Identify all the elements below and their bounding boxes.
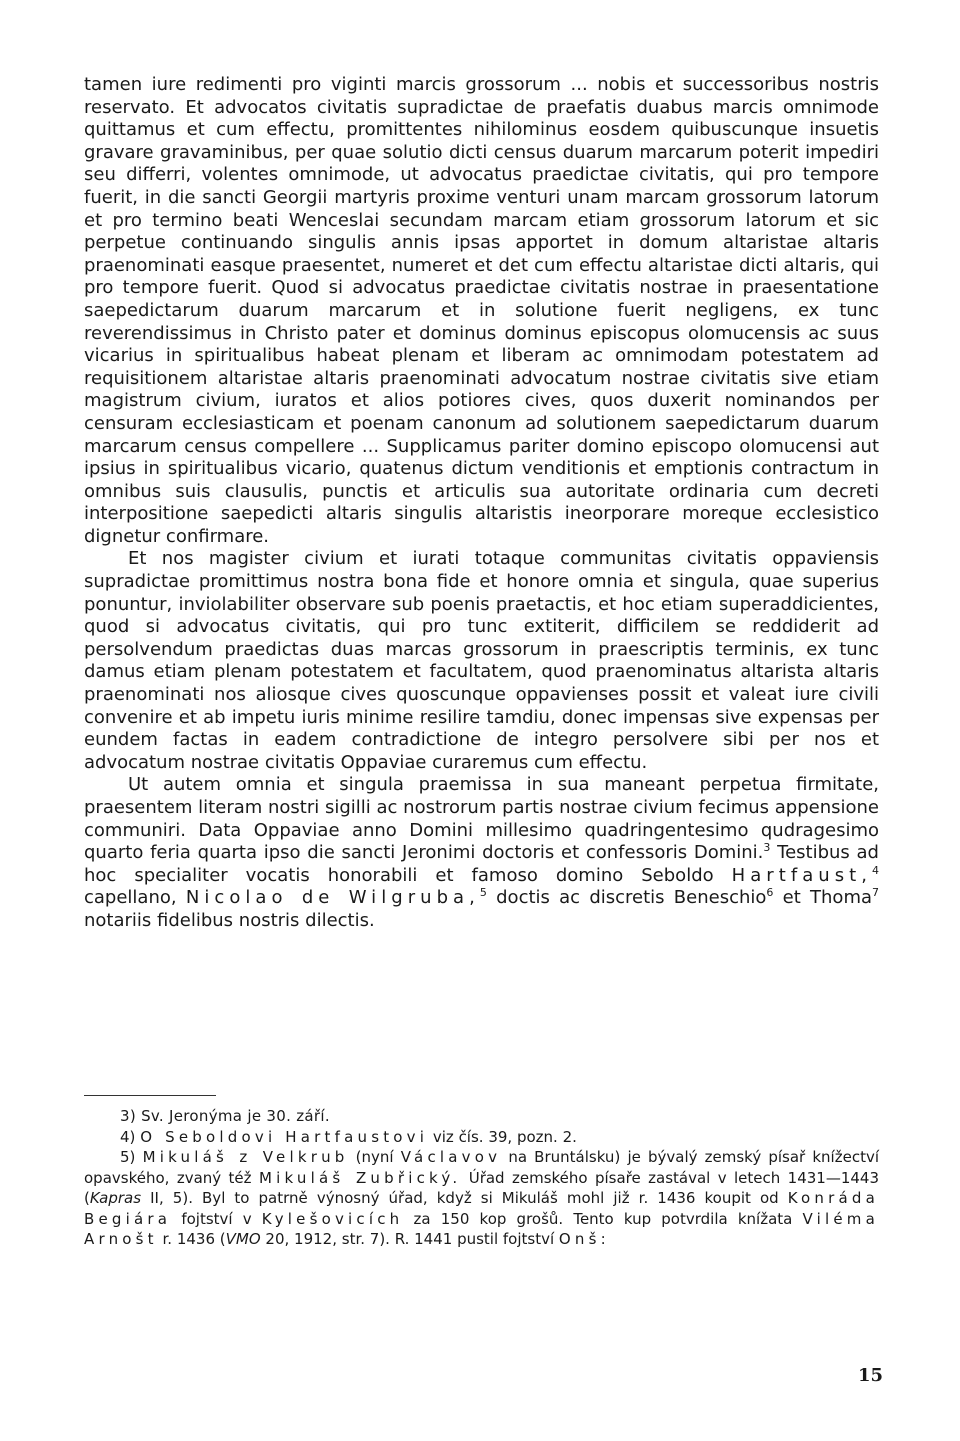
footnote-mark: 3) — [120, 1107, 136, 1125]
footnote-text: r. 1436 ( — [157, 1230, 226, 1248]
source-citation: Kapras — [89, 1189, 142, 1207]
paragraph-3 — [84, 774, 879, 932]
spaced-name: Kylešovicích — [261, 1209, 404, 1228]
spaced-name: Konráda Begiára — [84, 1189, 879, 1228]
paragraph-3-text: capellano, — [84, 887, 186, 909]
footnote-ref-4: 4 — [872, 863, 879, 877]
spaced-name: Mikuláš Zubřický. — [258, 1168, 462, 1187]
footnote-text: II, 5). Byl to patrně výnosný úřad, když si Mikuláš mohl již r. 1436 koupit od — [141, 1189, 788, 1207]
footnote-text: za 150 kop grošů. Tento kup potvrdila knížata — [403, 1209, 803, 1228]
footnote-text: Sv. Jeronýma je 30. září. — [136, 1107, 330, 1125]
footnotes — [84, 1106, 879, 1250]
paragraph-3-text: doctis ac discretis Beneschio — [486, 887, 767, 909]
footnote-ref-5: 5 — [479, 886, 487, 900]
footnote-text: Úřad zemského písaře zastával v letech 1431—1443 ( — [84, 1168, 880, 1207]
footnote-mark: 5) — [120, 1148, 136, 1166]
footnote-4 — [84, 1127, 879, 1148]
spaced-name: Onš: — [558, 1230, 610, 1248]
source-citation: VMO — [225, 1230, 261, 1248]
footnote-text: 20, 1912, str. 7). R. 1441 pustil fojtství — [260, 1230, 559, 1248]
footnote-5 — [84, 1147, 879, 1250]
spaced-name: Václavov — [400, 1148, 502, 1166]
spaced-name: O Seboldovi Hartfaustovi — [140, 1127, 429, 1146]
paragraph-3-text: Testibus ad hoc specialiter vocatis honorabili et famoso domino Seboldo — [84, 842, 879, 886]
spaced-name: Nicolao de Wilgruba, — [185, 887, 480, 909]
spaced-name: Mikuláš z Velkrub — [142, 1148, 349, 1166]
footnote-text: na Bruntálsku) je bývalý zemský písař knížectví opavského, zvaný též — [84, 1148, 879, 1187]
spaced-name: Viléma Arnošt — [84, 1209, 880, 1248]
footnote-ref-6: 6 — [766, 886, 774, 900]
spaced-name: Hartfaust, — [731, 864, 872, 886]
paragraph-3-text: Ut autem omnia et singula praemissa in sua maneant perpetua firmitate, praesentem literam nostri sigilli ac nostrorum partis nostrae civium fecimus appensione communiri. Data Oppaviae anno Domini millesimo quadringentesimo qudragesimo quarto feria quarta ipso die sancti Jeronimi doctoris et confessoris Domini. — [84, 774, 879, 864]
footnote-text: (nyní — [348, 1148, 401, 1166]
footnote-text: fojtství v — [171, 1209, 262, 1228]
footnote-ref-3: 3 — [763, 841, 771, 855]
paragraph-3-text: et Thoma — [773, 887, 873, 909]
paragraph-2: Et nos magister civium et iurati totaque communitas civitatis oppaviensis supradictae promittimus nostra bona fide et honore omnia et singula, quae superius ponuntur, inviolabiliter observare sub poenis praetactis, et hoc etiam superaddicientes, quod si advocatus civitatis, qui pro tunc extiterit, difficilem se reddiderit ad persolvendum praedictas duas marcas grossorum in praescriptis terminis, ex tunc damus etiam plenam potestatem et facultatem, quod praenominatus altarista altaris praenominati nos aliosque cives quoscunque oppavienses possit et valeat iure civili convenire et ab impetu iuris minime resilire tamdiu, donec impensas sive expensas per eundem factas in eadem contradictione de integro persolvere sibi per nos et advocatum nostrae civitatis Oppaviae curaremus cum effectu. — [84, 548, 879, 773]
paragraph-3-text: notariis fidelibus nostris dilectis. — [84, 909, 375, 931]
main-text — [84, 74, 879, 933]
footnote-mark: 4) — [120, 1127, 136, 1146]
footnote-text: viz čís. 39, pozn. 2. — [428, 1127, 577, 1146]
page-number: 15 — [858, 1365, 884, 1386]
paragraph-1: tamen iure redimenti pro viginti marcis grossorum ... nobis et successoribus nostris reservato. Et advocatos civitatis supradictae de praefatis duabus marcis omnimode quittamus et cum effectu, promittentes nihilominus eosdem quibuscunque insuetis gravare gravaminibus, per quae solutio dicti census duarum marcarum poterit impediri seu differri, volentes omnimode, ut advocatus praedictae civitatis, qui pro tempore fuerit, in die sancti Georgii martyris proxime venturi unam marcam grossorum latorum et pro termino beati Wenceslai secundam marcam etiam grossorum latorum et sic perpetue continuando singulis annis ipsas apportet in domum altaristae altaris praenominati easque praesentet, numeret et det cum effectu altaristae dicti altaris, qui pro tempore fuerit. Quod si advocatus praedictae civitatis nostrae in praesentatione saepedictarum duarum marcarum et in solutione fuerit negligens, ex tunc reverendissimus in Christo pater et dominus dominus episcopus olomucensis ac suus vicarius in spiritualibus habeat plenam et liberam ac omnimodam potestatem ad requisitionem altaristae altaris praenominati advocatum nostrae civitatis sive etiam magistrum civium, iuratos et alios potiores cives, quos duxerit nominandos per censuram ecclesiasticam et poenam canonum ad solutionem saepedictarum duarum marcarum census compellere ... Supplicamus pariter domino episcopo olomucensi aut ipsius in spiritualibus vicario, quatenus dictum venditionis et emptionis contractum in omnibus suis clausulis, punctis et articulis sua autoritate ordinaria cum decreti interpositione saepedicti altaris singulis altaristis ineorporare moreque ecclesistico dignetur confirmare. — [84, 74, 879, 547]
footnote-3 — [84, 1106, 879, 1127]
footnote-ref-7: 7 — [872, 886, 880, 900]
footnote-divider — [84, 1095, 216, 1096]
